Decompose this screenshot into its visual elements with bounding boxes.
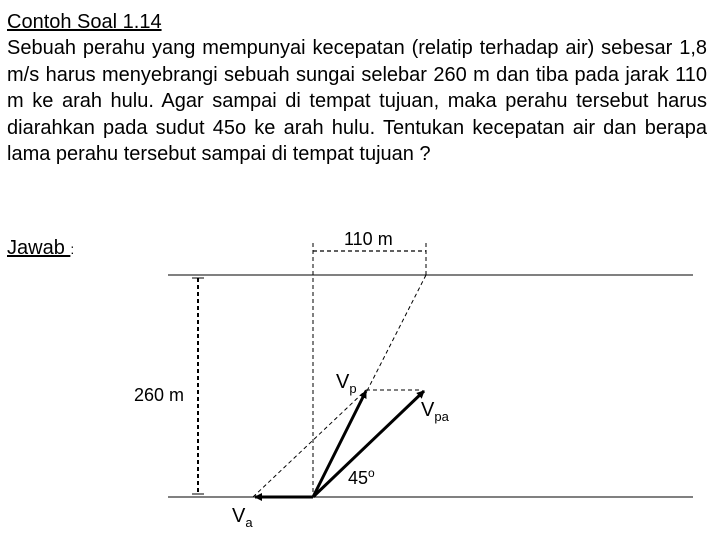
label-vpa	[421, 399, 450, 424]
label-va-sub: a	[245, 515, 253, 530]
dimension-110-label: 110 m	[344, 229, 393, 249]
label-vpa-sub: pa	[434, 409, 449, 424]
angle-value: 45	[348, 468, 369, 488]
answer-label-colon: :	[70, 241, 75, 257]
label-va-main: V	[232, 505, 246, 527]
vector-vpa	[313, 391, 424, 497]
label-vpa-main: V	[421, 399, 435, 421]
answer-label-text: Jawab	[7, 237, 71, 259]
label-va	[232, 505, 253, 530]
problem-text: Sebuah perahu yang mempunyai kecepatan (relatip terhadap air) sebesar 1,8 m/s harus menyebrangi sebuah sungai selebar 260 m dan tiba pada jarak 110 m ke arah hulu. Agar sampai di tempat tujuan, maka perahu tersebut harus diarahkan pada sudut 45o ke arah hulu. Tentukan kecepatan air dan berapa lama perahu tersebut sampai di tempat tujuan ?	[7, 37, 707, 165]
label-vp-main: V	[336, 371, 350, 393]
example-title: Contoh Soal 1.14	[7, 11, 162, 33]
angle-degree-sup: o	[368, 466, 375, 480]
angle-label	[348, 466, 375, 488]
dimension-260-label: 260 m	[134, 385, 185, 405]
label-vp-sub: p	[349, 381, 357, 396]
label-vp	[336, 371, 357, 396]
